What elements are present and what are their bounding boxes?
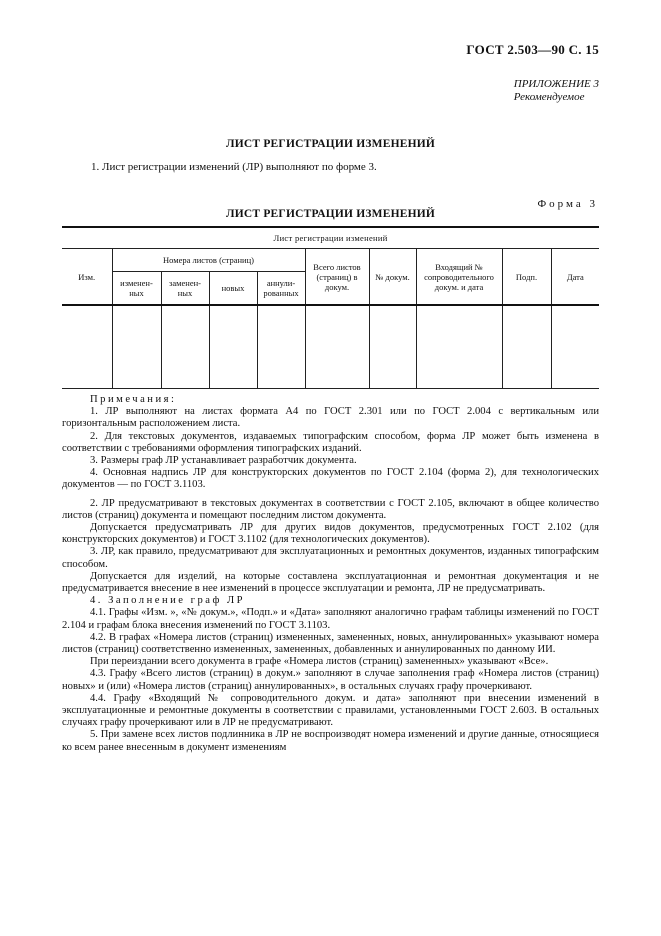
header-date: Дата [551,249,599,306]
header-incoming: Входящий № сопроводительного докум. и дата [416,249,502,306]
notes-block [62,394,599,754]
body-paragraph: 4.4. Графу «Входящий № сопроводительного докум. и дата» заполняют при внесении изменений в эксплуатационные и ремонтные документы в соответствии с правилами, установленными ГОСТ 2.603. В остальных случаях графу прочеркивают или в ЛР не предусматривают. [62,692,599,729]
body-paragraph: 5. При замене всех листов подлинника в ЛР не воспроизводят номера изменений и другие данные, относящиеся ко всем ранее внесенным в документ изменениям [62,729,599,753]
body-paragraph: При переиздании всего документа в графе «Номера листов (страниц) замененных» указывают «Все». [90,656,549,668]
page-header: ГОСТ 2.503—90 С. 15 [466,42,599,57]
table-caption: Лист регистрации изменений [62,227,599,249]
subheader-replaced: заменен-ных [161,272,209,306]
table-cell [112,305,161,389]
note-item: 4. Основная надпись ЛР для конструкторских документов по ГОСТ 2.104 (форма 2), для технологических документов — по ГОСТ 3.1103. [62,467,599,491]
body-paragraph: 4. Заполнение граф ЛР [90,595,246,607]
table-cell [416,305,502,389]
header-total-sheets: Всего листов (страниц) в докум. [305,249,369,306]
intro-text: 1. Лист регистрации изменений (ЛР) выполняют по форме 3. [91,161,377,173]
table-cell [209,305,257,389]
body-paragraph: 4.3. Графу «Всего листов (страниц) в докум.» заполняют в случае заполнения граф «Номера листов (страниц) новых» и (или) «Номера листов (страниц) аннулированных», в остальных случаях графу прочеркивают. [62,668,599,692]
subheader-new: новых [209,272,257,306]
body-paragraph: 4.2. В графах «Номера листов (страниц) измененных, замененных, новых, аннулированных» указывают номера листов (страниц) соответственно измененных, замененных, добавленных и аннулированных по данному ИИ. [62,631,599,656]
header-doc-number: № докум. [369,249,416,306]
table-cell [62,305,112,389]
registration-table [62,226,599,389]
notes-heading: Примечания: [90,394,177,405]
table-cell [257,305,305,389]
appendix-block [514,78,599,104]
table-cell [161,305,209,389]
table-cell [305,305,369,389]
body-paragraph: Допускается предусматривать ЛР для других видов документов, предусмотренных ГОСТ 2.102 (для конструкторских документов) и ГОСТ 3.1102 (для технологических документов). [62,522,599,546]
note-item: 2. Для текстовых документов, издаваемых типографским способом, форма ЛР может быть изменена в соответствии с требованиями оформления типографских изданий. [62,430,599,454]
note-item: 1. ЛР выполняют на листах формата А4 по ГОСТ 2.301 или по ГОСТ 2.004 с вертикальным или горизонтальным расположением листа. [62,406,599,430]
table-cell [369,305,416,389]
section-title: ЛИСТ РЕГИСТРАЦИИ ИЗМЕНЕНИЙ [225,138,436,150]
header-signature: Подп. [502,249,551,306]
header-sheet-numbers: Номера листов (страниц) [112,249,305,272]
body-paragraph: 3. ЛР, как правило, предусматривают для эксплуатационных и ремонтных документов, изданных типографским способом. [62,546,599,570]
body-paragraph: 4.1. Графы «Изм. », «№ докум.», «Подп.» и «Дата» заполняют аналогично графам таблицы изменений по ГОСТ 2.104 и графам блока внесения изменений по ГОСТ 3.1103. [62,607,599,631]
note-item: 3. Размеры граф ЛР устанавливает разработчик документа. [90,455,357,467]
header-izm: Изм. [62,249,112,306]
subheader-changed: изменен-ных [112,272,161,306]
form-label: Форма 3 [537,198,598,210]
body-paragraph: 2. ЛР предусматривают в текстовых документах в соответствии с ГОСТ 2.105, включают в общее количество листов (страниц) документа и помещают последним листом документа. [62,497,599,521]
table-cell [502,305,551,389]
table-cell [551,305,599,389]
body-paragraph: Допускается для изделий, на которые составлена эксплуатационная и ремонтная документация и не предусматривается внесение в нее изменений в процессе эксплуатации и ремонта, ЛР не предусматривать. [62,570,599,595]
appendix-note: Рекомендуемое [513,91,585,103]
appendix-label: ПРИЛОЖЕНИЕ 3 [513,78,599,90]
subheader-cancelled: аннули-рованных [257,272,305,306]
form-title: ЛИСТ РЕГИСТРАЦИИ ИЗМЕНЕНИЙ [225,208,436,220]
